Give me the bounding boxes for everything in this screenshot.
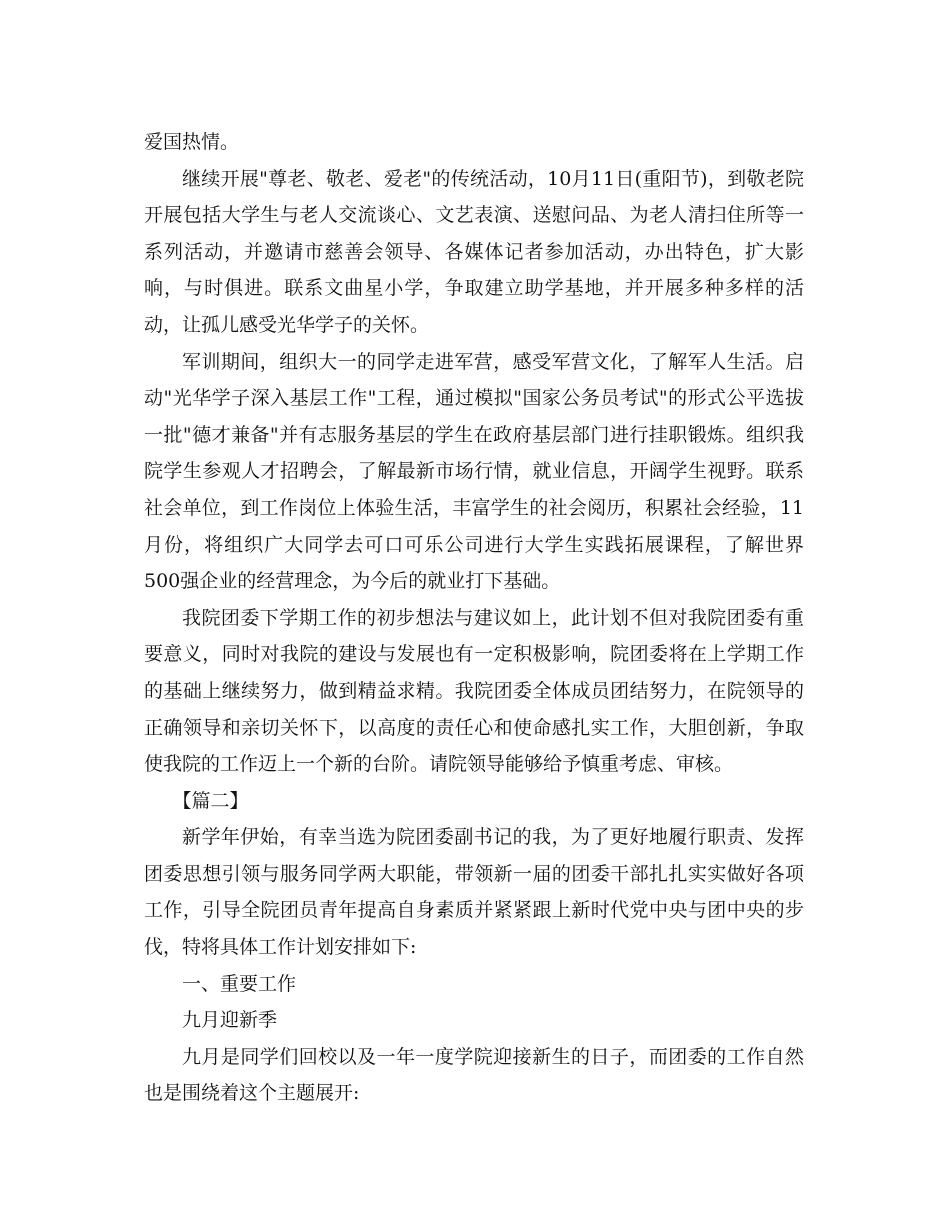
paragraph-elderly-activities: 继续开展"尊老、敬老、爱老"的传统活动，10月11日(重阳节)，到敬老院开展包括大学生与老人交流谈心、文艺表演、送慰问品、为老人清扫住所等一系列活动，并邀请市慈善会领导、各媒体记者参加活动，办出特色，扩大影响，与时俱进。联系文曲星小学，争取建立助学基地，并开展多种多样的活动，让孤儿感受光华学子的关怀。 xyxy=(144,167,804,336)
paragraph-new-semester: 新学年伊始，有幸当选为院团委副书记的我，为了更好地履行职责、发挥团委思想引领与服务同学两大职能，带领新一届的团委干部扎扎实实做好各项工作，引导全院团员青年提高自身素质并紧紧跟上新时代党中央与团中央的步伐，特将具体工作计划安排如下: xyxy=(144,826,804,959)
paragraph-summary: 我院团委下学期工作的初步想法与建议如上，此计划不但对我院团委有重要意义，同时对我院的建设与发展也有一定积极影响，院团委将在上学期工作的基础上继续努力，做到精益求精。我院团委全体成员团结努力，在院领导的正确领导和亲切关怀下，以高度的责任心和使命感扎实工作，大胆创新，争取使我院的工作迈上一个新的台阶。请院领导能够给予慎重考虑、审核。 xyxy=(144,606,804,776)
subheading-september: 九月迎新季 xyxy=(182,1009,278,1032)
paragraph-continuation: 爱国热情。 xyxy=(144,131,240,153)
subheading-important-work: 一、重要工作 xyxy=(182,972,297,995)
paragraph-military-training: 军训期间，组织大一的同学走进军营，感受军营文化，了解军人生活。启动"光华学子深入基层工作"工程，通过模拟"国家公务员考试"的形式公平选拔一批"德才兼备"并有志服务基层的学生在政府基层部门进行挂职锻炼。组织我院学生参观人才招聘会，了解最新市场行情，就业信息，开阔学生视野。联系社会单位，到工作岗位上体验生活，丰富学生的社会阅历，积累社会经验，11月份，将组织广大同学去可口可乐公司进行大学生实践拓展课程，了解世界500强企业的经营理念，为今后的就业打下基础。 xyxy=(144,350,804,593)
section-heading-part-two: 【篇二】 xyxy=(172,789,249,812)
document-body xyxy=(144,124,804,1112)
paragraph-september-intro: 九月是同学们回校以及一年一度学院迎接新生的日子，而团委的工作自然也是围绕着这个主题展开: xyxy=(144,1045,804,1105)
